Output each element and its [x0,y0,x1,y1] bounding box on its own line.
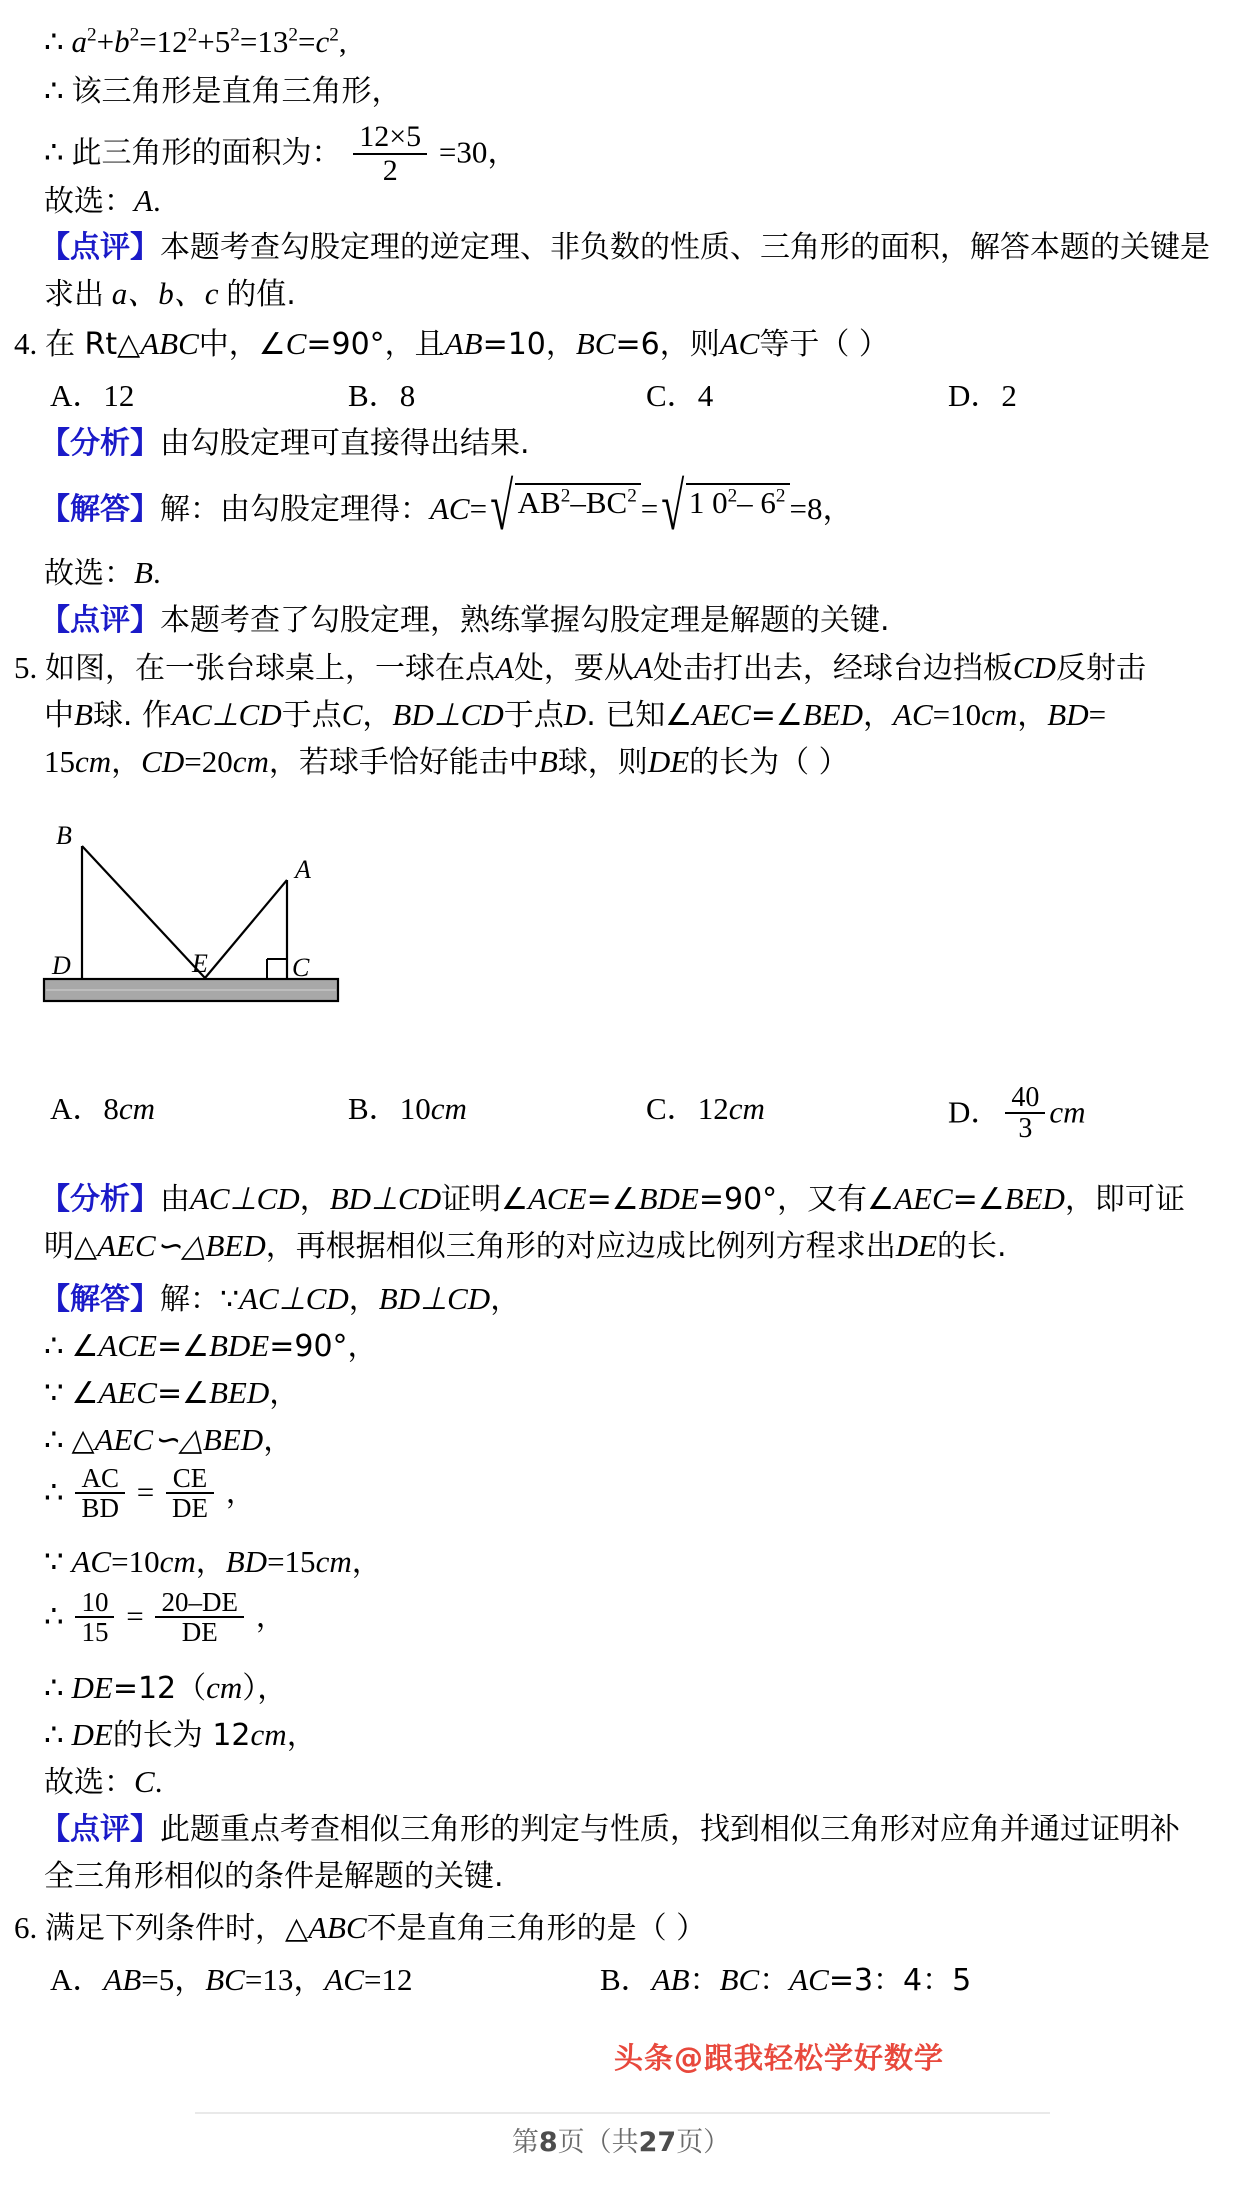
answer-line-q3 [44,185,161,217]
value-15: 15 [44,744,75,779]
equals: = [469,491,488,526]
answer-value: A [134,183,153,218]
q5-step-5 [44,1546,382,1578]
perp-bd-cd: BD⊥CD [329,1181,442,1216]
a3: 证明∠ [441,1182,528,1217]
q5-l3-e: 球，则 [557,745,648,780]
option-key: D． [948,1094,1002,1130]
unit-cm: cm [159,1544,196,1579]
q4-solution-block [40,471,854,546]
q5-comment-line1 [40,1813,1180,1845]
footer-suffix: 页） [676,2127,731,2158]
fraction-numerator: CE [166,1464,214,1494]
equals: = [1088,697,1107,732]
triangle-abc: ABC [308,1910,367,1945]
perp-bd-cd: BD⊥CD [392,697,504,732]
q5-step-8 [44,1719,317,1751]
q6-text-a: 满足下列条件时，△ [45,1911,309,1946]
equals: = [297,24,316,59]
fraction-denominator: DE [181,1617,218,1648]
radical-body [515,483,641,518]
q4-triangle-abc: ABC [140,326,199,361]
point-a: A [495,650,514,685]
option-value: 2 [1001,378,1017,413]
radicand-minus: –BC [570,485,628,520]
fraction-area [353,121,427,186]
seg-bd: BD [225,1544,268,1579]
comma: ， [362,698,393,733]
a5: =90°，又有∠ [698,1182,895,1217]
seg-de: DE [71,1717,113,1752]
comma: ， [263,1423,294,1458]
q5-l3-f: 的长为（ ） [689,745,849,780]
comma: ， [195,1545,226,1580]
therefore-symbol: ∴ [44,24,64,59]
q4-seg-ab: AB [444,326,483,361]
value-5: =5， [141,1962,206,1997]
question-6-stem [14,1912,706,1944]
equals-angle: =∠ [586,1182,639,1217]
q4-angle-c: C [285,326,307,361]
label-B: B [56,826,72,850]
comment-text-suffix: 的值. [226,277,296,312]
q5-l2-f: . 已知∠ [586,698,693,733]
exponent: 2 [775,485,786,507]
a7: ，即可证 [1064,1182,1185,1217]
q5-answer-line [44,1766,162,1798]
comma: ， [299,1182,330,1217]
q5-solution-header [40,1283,520,1315]
fraction-denominator: DE [171,1493,208,1524]
because-symbol: ∵ [44,1544,64,1579]
footer-total-pages: 27 [638,2127,677,2158]
radical-sign: √ [661,471,685,546]
ratio-colon: ： [689,1963,720,1998]
q5-l2-e: 于点 [503,698,564,733]
therefore-symbol: ∴ [44,1598,64,1634]
angle-bde: BDE [638,1181,699,1216]
q5-step-1 [44,1330,378,1362]
fraction-denominator: 3 [1018,1113,1033,1145]
question-5-stem-line2 [44,699,1106,731]
q5-text-a: 如图，在一张台球桌上，一球在点 [45,651,495,686]
comment-text-prefix: 求出 [44,277,104,312]
point-d: D [563,697,587,732]
question-5-stem-line3 [44,746,849,778]
option-value: 8 [103,1091,119,1126]
exponent: 2 [329,24,339,46]
footer-page-number: 8 [538,2127,558,2158]
q4-option-c[interactable] [646,380,713,411]
unit-cm: cm [250,1717,287,1752]
angle-bde: BDE [208,1328,270,1363]
option-key: C． [646,378,698,413]
q4-text-f: 等于（ ） [759,327,889,362]
a-l2-c: 的长. [937,1229,1007,1264]
period: . [152,183,161,218]
fraction-numerator: AC [75,1464,125,1494]
angle-aec: AEC [98,1375,157,1410]
option-value: 8 [399,378,416,413]
radicand: 1 0 [688,485,728,520]
solution-result: =8， [789,491,854,526]
q4-comment-block [40,604,890,636]
q6-option-b[interactable] [600,1964,971,1996]
solution-ac: AC [430,491,470,526]
equals: = [640,491,659,526]
fraction-numerator: 10 [75,1588,114,1618]
q5-analysis-line1 [40,1183,1185,1215]
question-5-stem-line1 [14,652,1146,684]
equals-angle: =∠ [750,698,803,733]
option-key: D． [948,378,1002,413]
angle-bed: BED [1004,1181,1065,1216]
therefore-symbol: ∴ [44,1474,64,1510]
q4-answer-line [44,557,161,589]
option-value: 12 [697,1091,729,1126]
ratio-values: =3：4：5 [828,1963,972,1998]
comment-tag: 【点评】 [40,603,160,638]
point-b: B [74,697,93,732]
radicand: AB [517,485,561,520]
equals-angle: =∠ [156,1376,209,1411]
billiard-table-diagram [40,826,420,1076]
label-D: D [52,951,71,980]
therefore-symbol: ∴ [44,134,64,170]
analysis-tag: 【分析】 [40,426,160,461]
option-d-fraction [1005,1083,1045,1144]
option-key: A． [50,378,104,413]
variable-b: b [114,24,130,59]
equals: = [126,1598,144,1634]
value-12: =12（ [112,1671,207,1706]
seg-de: DE [647,744,690,779]
fraction-denominator: BD [81,1493,119,1524]
q5-comment-line2 [44,1860,504,1892]
ratio-10-15 [75,1588,114,1647]
statement-area: 此三角形的面积为： [71,135,342,171]
option-unit: cm [118,1091,156,1126]
q4-seg-ac: AC [719,326,760,361]
option-value: 10 [399,1091,431,1126]
equals-angle: =∠ [952,1182,1005,1217]
equals: = [136,1474,155,1510]
q4-option-b[interactable] [348,380,415,411]
unit-cm: cm [232,744,269,779]
seg-cd: CD [1012,650,1056,685]
comma: ， [351,1545,382,1580]
point-a: A [633,650,653,685]
comma: ， [255,1599,286,1635]
exponent: 2 [230,24,240,46]
option-unit: cm [728,1091,765,1126]
q4-analysis-block [40,427,530,459]
comment-tag: 【点评】 [40,1812,160,1847]
a-l2-b: ，再根据相似三角形的对应边成比例列方程求出 [265,1229,896,1264]
q5-option-a[interactable] [50,1093,155,1124]
value-20: =20 [184,744,233,779]
seg-de: DE [895,1228,938,1263]
comment-tag: 【点评】 [40,230,160,265]
triangle-symbol: △ [71,1423,95,1458]
variable-c: c [315,24,330,59]
q4-seg-bc: BC [575,326,616,361]
comma: ， [225,1475,256,1511]
perp-ac-cd: AC⊥CD [239,1281,349,1316]
because-symbol: ∵ [44,1375,64,1410]
ratio-colon: ： [759,1963,790,1998]
angle-ace: ACE [98,1328,157,1363]
comma: ， [490,1282,521,1317]
option-unit: cm [430,1091,467,1126]
seg-ac: AC [324,1962,364,1997]
exponent: 2 [727,485,738,507]
solution-tag: 【解答】 [40,492,160,527]
option-unit: cm [1049,1094,1086,1130]
angle-symbol: ∠ [71,1329,99,1364]
option-key: B． [348,378,400,413]
analysis-text: 由勾股定理可直接得出结果. [160,426,530,461]
radical-body [686,483,790,518]
value-12: =12 [363,1962,413,1997]
q4-option-d[interactable] [948,380,1017,411]
q4-text-b: 中，∠ [198,327,286,362]
q6-option-a[interactable] [50,1964,412,1995]
q5-analysis-line2 [44,1230,1007,1262]
comma: ， [863,698,894,733]
comma: ， [348,1282,379,1317]
option-value: 12 [103,378,135,413]
segment-be [82,846,205,978]
value-10: =10 [932,697,982,732]
q5-option-d[interactable] [948,1082,1086,1146]
angle-aec: AEC [692,697,751,732]
plus-sign: + [96,24,115,59]
seg-bc: BC [205,1962,245,1997]
answer-value: B [134,555,153,590]
answer-label: 故选： [44,1765,134,1800]
q5-step-2 [44,1377,299,1409]
fraction-denominator: 2 [382,153,398,187]
point-b: B [538,744,558,779]
q4-text-c: =90°，且 [306,327,445,362]
q5-l2-c: 于点 [281,698,342,733]
segment-ea [205,880,287,978]
therefore-symbol: ∴ [44,1670,64,1705]
fraction-numerator: 20–DE [155,1588,244,1618]
q5-option-c[interactable] [646,1093,765,1124]
comment-block-q3-line2 [44,278,296,310]
fraction-denominator: 15 [81,1617,109,1648]
answer-label: 故选： [44,184,134,219]
q5-text-b: 处，要从 [513,651,634,686]
length-text: 的长为 12 [112,1718,251,1753]
comment-variables: a、b、c [111,276,219,311]
radical-sign: √ [490,471,514,546]
q6-text-b: 不是直角三角形的是（ ） [366,1911,707,1946]
therefore-symbol: ∴ [44,1328,64,1363]
therefore-symbol: ∴ [44,1717,64,1752]
ratio-ac-bd [75,1464,125,1523]
answer-value: C [134,1764,155,1799]
comment-text-cont: 全三角形相似的条件是解题的关键. [44,1859,504,1894]
q5-l2-a: 中 [44,698,74,733]
label-A: A [295,855,311,884]
option-value: 4 [697,378,714,413]
equals-13: =13 [239,24,289,59]
radical-1 [489,471,641,546]
plus-5: +5 [197,24,231,59]
answer-label: 故选： [44,556,134,591]
statement-right-triangle: 该三角形是直角三角形， [71,74,402,109]
option-key: A． [50,1091,104,1126]
ratio-20de-de [155,1588,244,1647]
question-number: 6. [14,1910,38,1945]
q5-l3-d: ，若球手恰好能击中 [268,745,539,780]
seg-ab: AB [651,1962,690,1997]
perp-bd-cd: BD⊥CD [378,1281,491,1316]
equals-12: =12 [139,24,188,59]
seg-ac: AC [789,1962,829,1997]
q5-step-4 [44,1463,256,1525]
exponent: 2 [627,485,637,507]
derivation-line-1 [44,26,347,57]
q5-text-d: 反射击 [1055,651,1146,686]
comment-text: 本题考查勾股定理的逆定理、非负数的性质、三角形的面积，解答本题的关键是 [160,230,1210,265]
question-number: 4. [14,326,38,361]
angle-ace: ACE [528,1181,587,1216]
q4-text-d: =10， [482,327,576,362]
point-c: C [341,697,363,732]
angle-bed: BED [208,1375,270,1410]
comment-text: 本题考查了勾股定理，熟练掌握勾股定理是解题的关键. [160,603,890,638]
similar-triangles: AEC∽△BED [97,1228,266,1263]
question-4-stem [14,328,889,360]
comma: ， [1017,698,1048,733]
seg-bd: BD [1047,697,1089,732]
seg-de: DE [71,1670,113,1705]
comma: , [338,24,347,59]
perp-ac-cd: AC⊥CD [172,697,282,732]
label-C: C [292,953,310,982]
option-key: B． [600,1962,652,1997]
angle-bed: BED [802,697,864,732]
angle-aec: AEC [894,1181,953,1216]
solution-text: 解：∵ [160,1282,240,1317]
value-13: =13， [244,1962,325,1997]
therefore-symbol: ∴ [44,73,64,108]
comma: ， [269,1376,300,1411]
q4-text-e: =6，则 [615,327,720,362]
therefore-symbol: ∴ [44,1422,64,1457]
value-10: =10 [111,1544,160,1579]
solution-text: 解：由勾股定理得： [160,492,430,527]
exponent: 2 [86,24,97,46]
seg-ac: AC [893,697,933,732]
footer-prefix: 第 [511,2127,539,2158]
seg-ab: AB [103,1962,142,1997]
watermark-text: 头条@跟我轻松学好数学 [614,2041,945,2075]
unit-cm: cm [981,697,1018,732]
unit-cm: cm [315,1544,352,1579]
equals-angle: =∠ [156,1329,209,1364]
q5-text-c: 处击打出去，经球台边挡板 [652,651,1013,686]
comment-text: 此题重点考查相似三角形的判定与性质，找到相似三角形对应角并通过证明补 [160,1812,1180,1847]
question-number: 5. [14,650,38,685]
value-15: =15 [267,1544,316,1579]
derivation-line-3 [44,120,519,188]
closing: ）， [242,1671,288,1706]
seg-cd: CD [141,744,185,779]
diagram-svg [40,826,420,1076]
radicand-minus: – 6 [737,485,776,520]
footer-divider [195,2112,1050,2114]
q5-l2-b: 球. 作 [92,698,173,733]
exponent: 2 [129,24,140,46]
page-footer [0,2120,1242,2159]
a1: 由 [160,1182,190,1217]
comma: ， [111,745,142,780]
label-E: E [192,949,208,978]
fraction-numerator: 40 [1005,1083,1045,1114]
q5-step-6 [44,1587,286,1649]
seg-bc: BC [719,1962,760,1997]
a-l2-a: 明△ [44,1229,98,1264]
analysis-tag: 【分析】 [40,1182,160,1217]
q4-text-a: 在 Rt△ [45,327,141,362]
derivation-line-2 [44,75,401,107]
option-key: A． [50,1962,104,1997]
perp-ac-cd: AC⊥CD [190,1181,300,1216]
unit-cm: cm [206,1670,243,1705]
footer-mid: 页（共 [557,2127,639,2158]
exponent: 2 [560,485,571,507]
fraction-numerator: 12×5 [353,121,427,155]
ratio-ce-de [166,1464,214,1523]
area-result: =30， [438,134,519,170]
unit-cm: cm [75,744,112,779]
q5-option-b[interactable] [348,1093,467,1124]
comment-block-q3 [40,231,1210,263]
option-key: B． [348,1091,400,1126]
exponent: 2 [288,24,298,46]
q5-step-3 [44,1424,293,1456]
period: . [154,1764,163,1799]
exponent: 2 [187,24,198,46]
q4-option-a[interactable] [50,380,134,411]
option-key: C． [646,1091,698,1126]
comma: ， [286,1718,317,1753]
q5-step-7 [44,1672,287,1704]
solution-tag: 【解答】 [40,1282,160,1317]
seg-ac: AC [71,1544,112,1579]
variable-a: a [71,24,87,59]
similar-triangles: AEC∽△BED [94,1422,264,1457]
value-90deg: =90°， [269,1329,378,1364]
radical-2 [660,471,789,546]
angle-symbol: ∠ [71,1376,99,1411]
period: . [152,555,161,590]
